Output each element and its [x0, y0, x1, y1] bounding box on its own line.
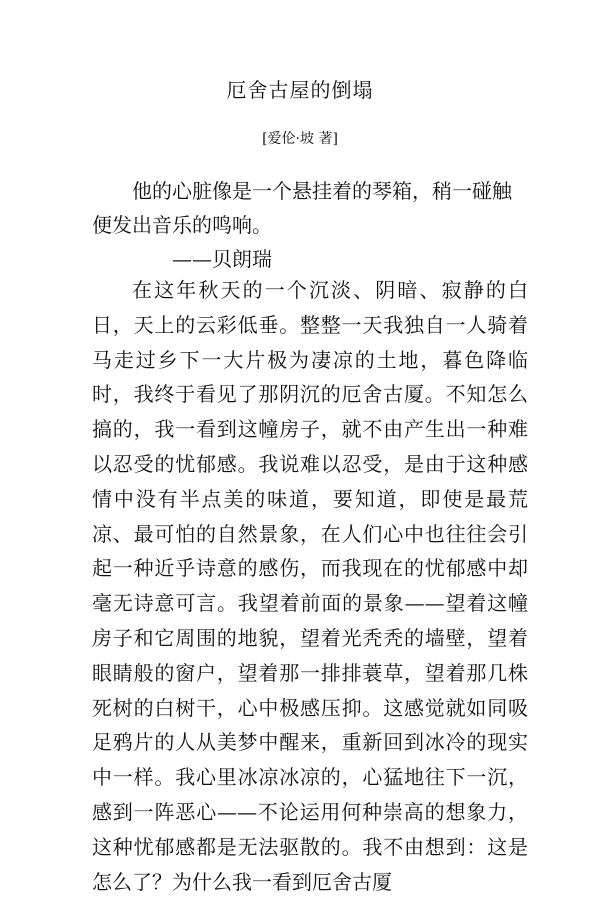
epigraph	[92, 174, 528, 276]
epigraph-text: 他的心脏像是一个悬挂着的琴箱，稍一碰触便发出音乐的鸣响。	[92, 179, 512, 237]
body-paragraph: 在这年秋天的一个沉淡、阴暗、寂静的白日，天上的云彩低垂。整整一天我独自一人骑着马走过乡下一大片极为凄凉的土地，暮色降临时，我终于看见了那阴沉的厄舍古厦。不知怎么搞的，我一看到这幢房子，就不由产生出一种难以忍受的忧郁感。我说难以忍受，是由于这种感情中没有半点美的味道，要知道，即使是最荒凉、最可怕的自然景象，在人们心中也往往会引起一种近乎诗意的感伤，而我现在的忧郁感中却毫无诗意可言。我望着前面的景象——望着这幢房子和它周围的地貌，望着光秃秃的墙壁，望着眼睛般的窗户，望着那一排排蓑草，望着那几株死树的白树干，心中极感压抑。这感觉就如同吸足鸦片的人从美梦中醒来，重新回到冰冷的现实中一样。我心里冰凉冰凉的，心猛地往下一沉，感到一阵恶心——不论运用何种崇高的想象力，这种忧郁感都是无法驱散的。我不由想到：这是怎么了？为什么我一看到厄舍古厦	[92, 278, 528, 894]
epigraph-attribution: ——贝朗瑞	[172, 247, 272, 271]
document-title: 厄舍古屋的倒塌	[226, 78, 374, 102]
body-text	[92, 273, 528, 899]
author-line: [爱伦·坡 著]	[262, 131, 338, 147]
